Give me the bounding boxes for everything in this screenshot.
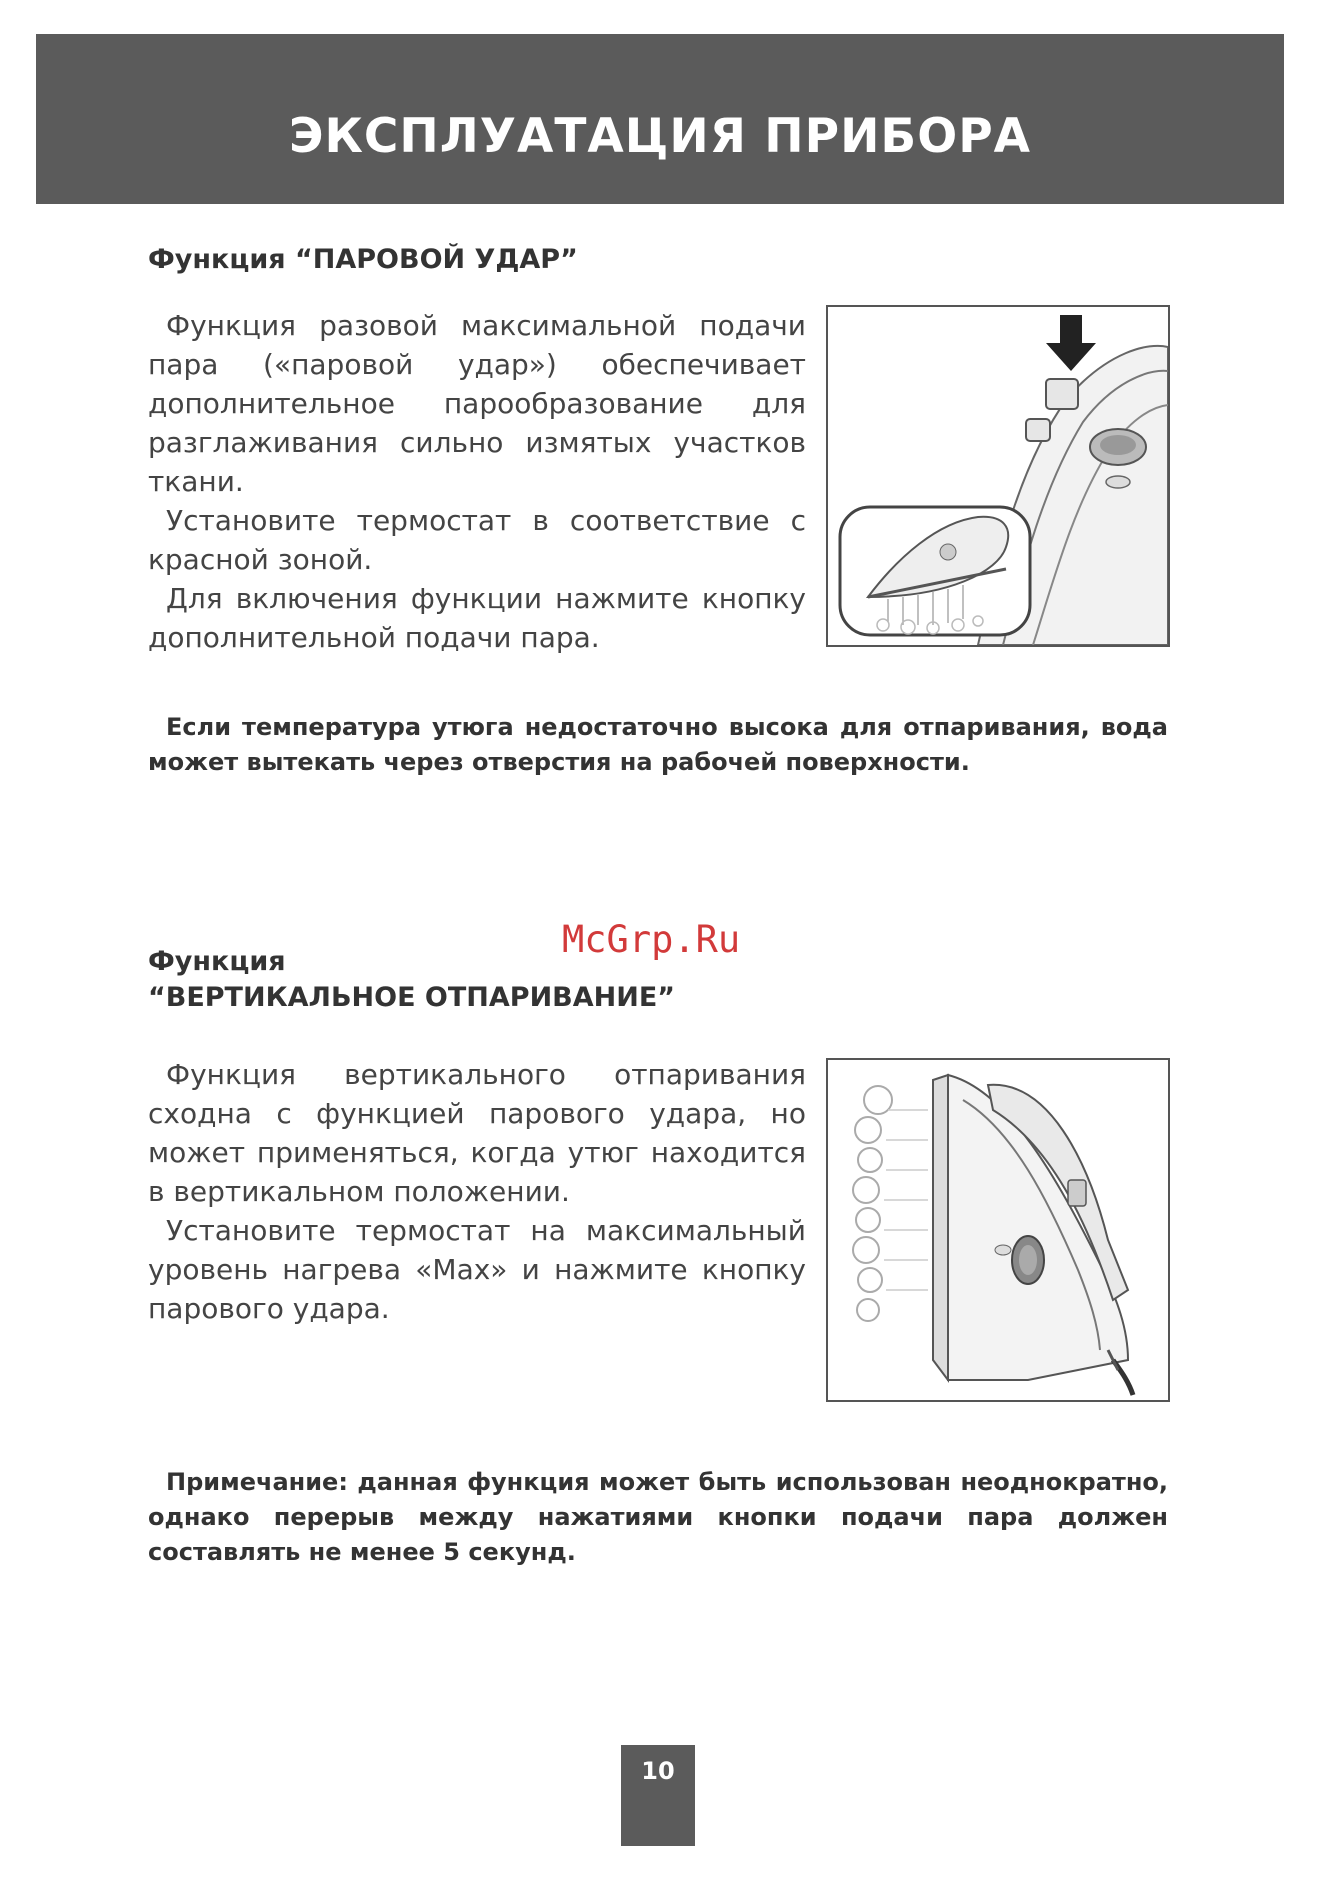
section-vertical-steam-text <box>148 1055 806 1328</box>
page-number: 10 <box>621 1745 695 1846</box>
iron-vertical-icon <box>828 1060 1168 1400</box>
paragraph: Для включения функции нажмите кнопку дополнительной подачи пара. <box>148 582 806 654</box>
section-title-vertical-line1: Функция <box>148 946 286 977</box>
note-text: Примечание: данная функция может быть использован неоднократно, однако перерыв между нажатиями кнопки подачи пара должен составлять не менее 5 секунд. <box>148 1468 1168 1566</box>
note-text: Если температура утюга недостаточно высока для отпаривания, вода может вытекать через отверстия на рабочей поверхности. <box>148 713 1168 776</box>
page-title: ЭКСПЛУАТАЦИЯ ПРИБОРА <box>288 109 1032 164</box>
section-steam-shot-text <box>148 306 806 657</box>
watermark: McGrp.Ru <box>562 918 741 961</box>
page-header <box>36 34 1284 204</box>
paragraph: Функция вертикального отпаривания сходна с функцией парового удара, но может применяться, когда утюг находится в вертикальном положении. <box>148 1058 806 1208</box>
section-title-steam-shot: Функция “ПАРОВОЙ УДАР” <box>148 244 578 275</box>
section-title-vertical-line2: “ВЕРТИКАЛЬНОЕ ОТПАРИВАНИЕ” <box>148 982 676 1013</box>
paragraph: Установите термостат на максимальный уровень нагрева «Мах» и нажмите кнопку парового удара. <box>148 1214 806 1325</box>
note-repeat-interval <box>148 1465 1168 1570</box>
paragraph: Установите термостат в соответствие с красной зоной. <box>148 504 806 576</box>
paragraph: Функция разовой максимальной подачи пара («паровой удар») обеспечивает дополнительное парообразование для разглаживания сильно измятых участков ткани. <box>148 309 806 498</box>
steam-shot-illustration <box>826 305 1170 647</box>
iron-top-view-icon <box>828 307 1168 645</box>
vertical-steam-illustration <box>826 1058 1170 1402</box>
note-low-temperature <box>148 710 1168 780</box>
